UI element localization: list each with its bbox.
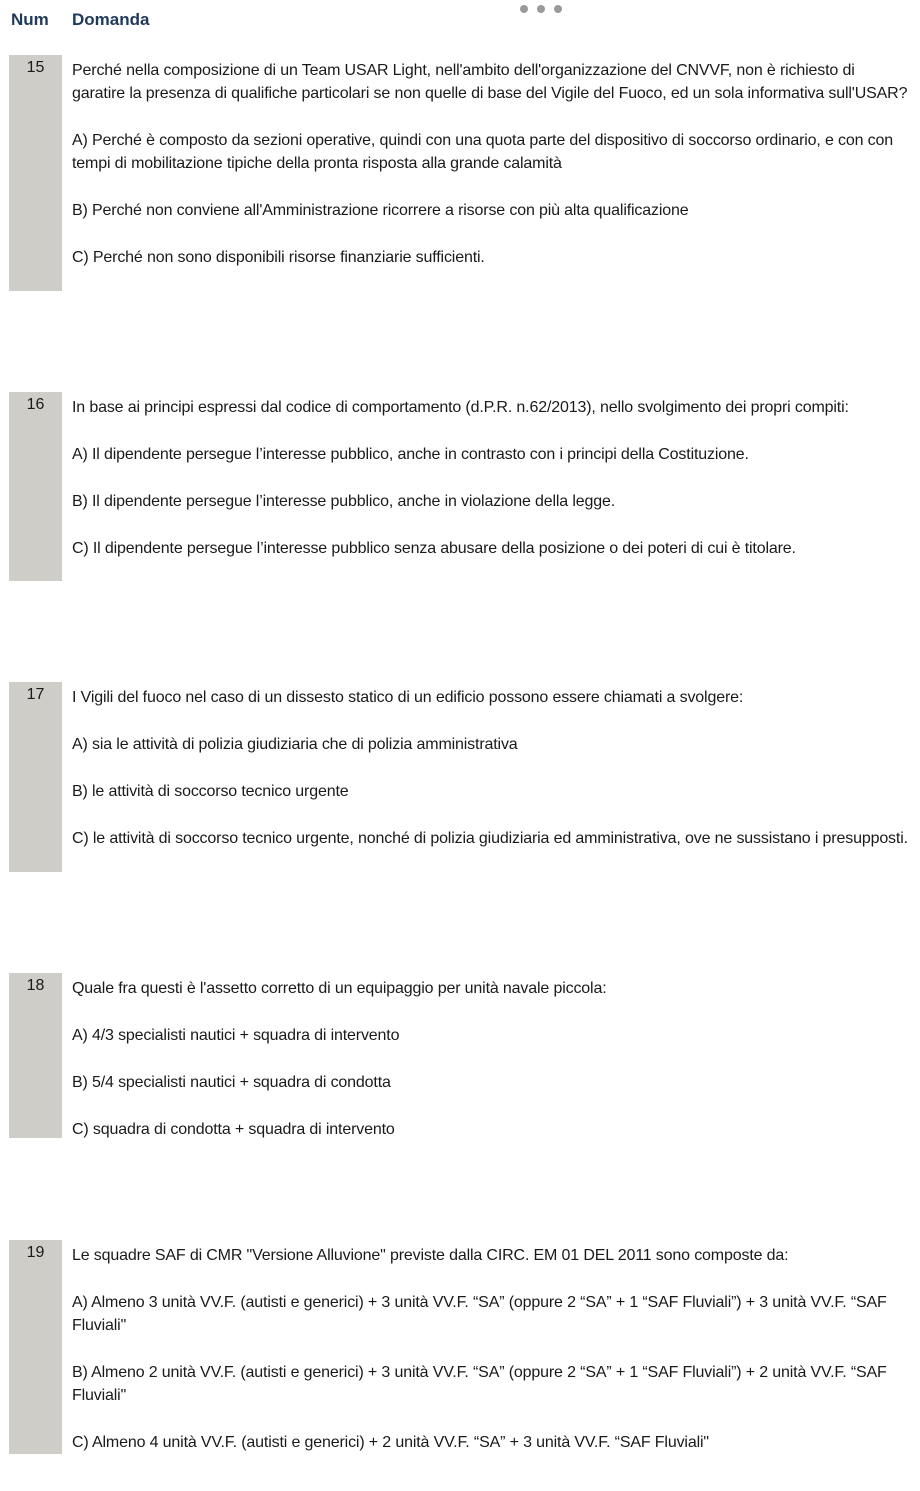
more-options-icon[interactable]: [520, 5, 562, 13]
question-number: 15: [26, 59, 45, 76]
answer-a: A) 4/3 specialisti nautici + squadra di intervento: [72, 1027, 400, 1044]
answer-b: B) le attività di soccorso tecnico urgente: [72, 783, 349, 800]
question-number-cell: [9, 55, 62, 291]
question-text: In base ai principi espressi dal codice di comportamento (d.P.R. n.62/2013), nello svolgimento dei propri compiti:: [72, 399, 849, 416]
question-number-cell: [9, 1240, 62, 1454]
answer-a: A) Il dipendente persegue l’interesse pubblico, anche in contrasto con i principi della Costituzione.: [72, 446, 749, 463]
question-content: [72, 1244, 908, 1478]
dot: [554, 5, 562, 13]
dot: [520, 5, 528, 13]
dot: [537, 5, 545, 13]
question-content: [72, 977, 908, 1165]
question-number-cell: [9, 682, 62, 872]
answer-b: B) 5/4 specialisti nautici + squadra di condotta: [72, 1074, 391, 1091]
question-number: 17: [26, 686, 45, 703]
question-text: Le squadre SAF di CMR "Versione Alluvione" previste dalla CIRC. EM 01 DEL 2011 sono composte da:: [72, 1247, 789, 1264]
question-text: I Vigili del fuoco nel caso di un dissesto statico di un edificio possono essere chiamati a svolgere:: [72, 689, 744, 706]
answer-c: C) Perché non sono disponibili risorse finanziarie sufficienti.: [72, 249, 485, 266]
question-number-cell: [9, 973, 62, 1138]
answer-b: B) Almeno 2 unità VV.F. (autisti e generici) + 3 unità VV.F. “SA” (oppure 2 “SA” + 1 “SAF Fluviali”) + 2 unità VV.F. “SAF Fluviali": [72, 1364, 887, 1404]
question-content: [72, 59, 908, 293]
question-text: Perché nella composizione di un Team USAR Light, nell'ambito dell'organizzazione del CNVVF, non è richiesto di garatire la presenza di qualifiche particolari se non quelle di base del Vigile del Fuoco, ed un sola informativa sull'USAR?: [72, 62, 908, 102]
answer-a: A) Almeno 3 unità VV.F. (autisti e generici) + 3 unità VV.F. “SA” (oppure 2 “SA” + 1 “SAF Fluviali”) + 3 unità VV.F. “SAF Fluviali": [72, 1294, 887, 1334]
question-content: [72, 396, 908, 584]
question-content: [72, 686, 908, 874]
question-text: Quale fra questi è l'assetto corretto di un equipaggio per unità navale piccola:: [72, 980, 607, 997]
answer-c: C) Il dipendente persegue l’interesse pubblico senza abusare della posizione o dei poteri di cui è titolare.: [72, 540, 796, 557]
answer-a: A) Perché è composto da sezioni operative, quindi con una quota parte del dispositivo di soccorso ordinario, e con con tempi di mobilitazione tipiche della pronta risposta alla grande calamità: [72, 132, 894, 172]
question-number: 16: [26, 396, 45, 413]
answer-c: C) squadra di condotta + squadra di intervento: [72, 1121, 395, 1138]
answer-c: C) Almeno 4 unità VV.F. (autisti e generici) + 2 unità VV.F. “SA” + 3 unità VV.F. “SAF Fluviali": [72, 1434, 709, 1451]
question-number-cell: [9, 392, 62, 581]
answer-c: C) le attività di soccorso tecnico urgente, nonché di polizia giudiziaria ed amministrativa, ove ne sussistano i presupposti.: [72, 830, 908, 847]
column-header-num: Num: [11, 10, 49, 29]
answer-b: B) Perché non conviene all'Amministrazione ricorrere a risorse con più alta qualificazione: [72, 202, 689, 219]
answer-b: B) Il dipendente persegue l’interesse pubblico, anche in violazione della legge.: [72, 493, 616, 510]
question-number: 19: [26, 1244, 45, 1261]
answer-a: A) sia le attività di polizia giudiziaria che di polizia amministrativa: [72, 736, 518, 753]
question-number: 18: [26, 977, 45, 994]
column-header-domanda: Domanda: [72, 10, 150, 29]
